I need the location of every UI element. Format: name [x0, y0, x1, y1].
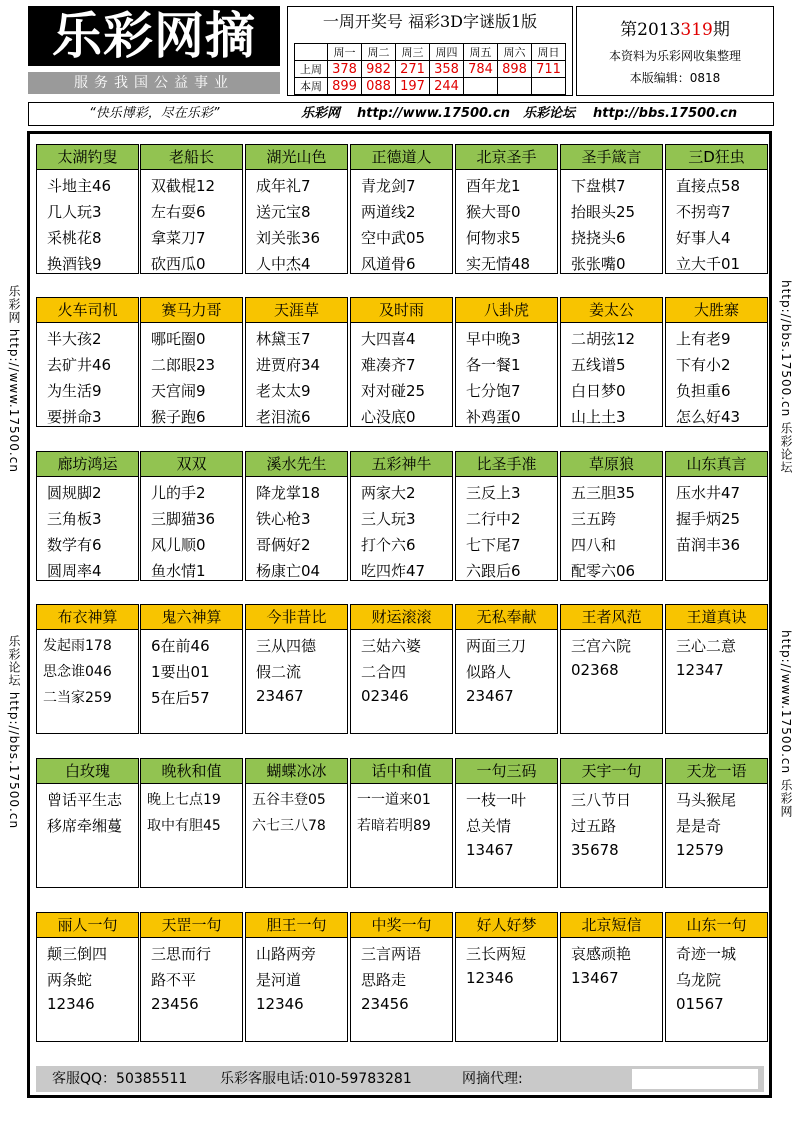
tip-line: 12346: [47, 995, 95, 1013]
tip-card-title: 布衣神算: [37, 605, 138, 630]
tip-card: [665, 758, 768, 888]
tip-line: 二郎眼23: [151, 356, 216, 374]
tip-line: 三姑六婆: [361, 637, 422, 655]
tip-card: [560, 758, 663, 888]
tip-card-title: 太湖钓叟: [37, 145, 138, 170]
tip-line: 数学有6: [47, 536, 102, 554]
draw-table: [294, 43, 566, 95]
issue-prefix: 第2013: [620, 20, 681, 40]
tip-card: [350, 758, 453, 888]
tip-line: 人中杰4: [256, 255, 311, 273]
tip-line: 晚上七点19: [147, 792, 221, 808]
tip-line: 山路两旁: [256, 945, 317, 963]
tip-line: 几人玩3: [47, 203, 102, 221]
tip-card-title: 及时雨: [351, 298, 452, 323]
tip-line: 三思而行: [151, 945, 212, 963]
tip-card: [245, 912, 348, 1042]
tip-line: 大四喜4: [361, 330, 416, 348]
tip-line: 乌龙院: [676, 971, 722, 989]
draw-number: 899: [328, 78, 362, 95]
tip-line: 七下尾7: [466, 536, 521, 554]
tip-line: 12346: [256, 995, 304, 1013]
tip-card: [350, 451, 453, 581]
tip-line: 四八和: [571, 536, 617, 554]
tip-line: 下有小2: [676, 356, 731, 374]
tip-card: [36, 297, 139, 427]
tip-card: [560, 297, 663, 427]
tip-line: 哪吒圈0: [151, 330, 206, 348]
tip-line: 苗润丰36: [676, 536, 741, 554]
tip-card-title: 比圣手准: [456, 452, 557, 477]
tip-line: 空中武05: [361, 229, 426, 247]
tip-line: 何物求5: [466, 229, 521, 247]
tip-line: 进贾府34: [256, 356, 321, 374]
tip-line: 三反上3: [466, 484, 521, 502]
issue-number: [577, 15, 773, 40]
tip-line: 12347: [676, 661, 724, 679]
tip-line: 握手炳25: [676, 510, 741, 528]
tip-line: 山上土3: [571, 408, 626, 426]
tip-card-title: 胆王一句: [246, 913, 347, 938]
tip-line: 颠三倒四: [47, 945, 108, 963]
side-right-top: http://bbs.17500.cn 乐彩论坛: [779, 280, 793, 475]
tip-card-title: 三D狂虫: [666, 145, 767, 170]
tip-card-title: 天涯草: [246, 298, 347, 323]
tip-line: 五三胆35: [571, 484, 636, 502]
issue-no: 319: [680, 20, 713, 40]
tip-card-title: 白玫瑰: [37, 759, 138, 784]
tip-line: 曾话平生志: [47, 791, 123, 809]
tip-card: [36, 604, 139, 734]
tip-card: [140, 144, 243, 274]
tip-line: 若暗若明89: [357, 818, 431, 834]
tip-line: 二行中2: [466, 510, 521, 528]
logo: 乐彩网摘: [28, 6, 280, 66]
tip-line: 13467: [571, 969, 619, 987]
tip-card: [665, 451, 768, 581]
tip-card: [36, 912, 139, 1042]
tip-card: [665, 912, 768, 1042]
tip-line: 去矿井46: [47, 356, 112, 374]
tip-line: 六跟后6: [466, 562, 521, 580]
draw-number: 898: [498, 61, 532, 78]
tip-line: 02368: [571, 661, 619, 679]
tip-card: [350, 912, 453, 1042]
tip-card-title: 今非昔比: [246, 605, 347, 630]
tip-card: [350, 604, 453, 734]
tip-line: 左右耍6: [151, 203, 206, 221]
tip-line: 天宫闹9: [151, 382, 206, 400]
draw-number: [464, 78, 498, 95]
tip-line: 挠挠头6: [571, 229, 626, 247]
tip-line: 是是奇: [676, 817, 722, 835]
tip-line: 老太太9: [256, 382, 311, 400]
tip-card: [455, 912, 558, 1042]
tip-line: 一枝一叶: [466, 791, 527, 809]
tip-card-title: 溪水先生: [246, 452, 347, 477]
slogan: 服务我国公益事业: [28, 72, 280, 94]
motto-quote: “快乐博彩，尽在乐彩”: [89, 106, 220, 121]
tip-card: [245, 144, 348, 274]
tip-card: [140, 451, 243, 581]
tip-line: 哥俩好2: [256, 536, 311, 554]
forum-label[interactable]: 乐彩论坛: [523, 106, 576, 121]
tip-line: 两道线2: [361, 203, 416, 221]
day-label: 周三: [396, 44, 430, 61]
day-label: 周日: [532, 44, 566, 61]
tip-line: 对对碰25: [361, 382, 426, 400]
tip-line: 降龙掌18: [256, 484, 321, 502]
tip-card: [665, 604, 768, 734]
footer-bar: [36, 1066, 764, 1092]
tip-card-title: 天宇一句: [561, 759, 662, 784]
tip-line: 送元宝8: [256, 203, 311, 221]
tip-card-title: 草原狼: [561, 452, 662, 477]
tip-card-title: 八卦虎: [456, 298, 557, 323]
draw-number: 244: [430, 78, 464, 95]
tip-card-title: 话中和值: [351, 759, 452, 784]
tip-card-title: 山东真言: [666, 452, 767, 477]
tip-card-title: 廊坊鸿运: [37, 452, 138, 477]
tip-card-title: 五彩神牛: [351, 452, 452, 477]
tip-line: 马头猴尾: [676, 791, 737, 809]
draw-number: [498, 78, 532, 95]
tip-card-title: 北京圣手: [456, 145, 557, 170]
tip-line: 三长两短: [466, 945, 527, 963]
tip-card-title: 好人好梦: [456, 913, 557, 938]
tip-card: [665, 297, 768, 427]
tip-card-title: 王道真诀: [666, 605, 767, 630]
tip-card-title: 北京短信: [561, 913, 662, 938]
draw-number: 197: [396, 78, 430, 95]
tip-line: 换酒钱9: [47, 255, 102, 273]
tip-line: 上有老9: [676, 330, 731, 348]
corner-cell: [295, 44, 328, 61]
side-left-bottom: 乐彩论坛 http://bbs.17500.cn: [7, 635, 21, 830]
tip-card-title: 姜太公: [561, 298, 662, 323]
tip-line: 各一餐1: [466, 356, 521, 374]
tip-line: 为生活9: [47, 382, 102, 400]
tip-card-title: 一句三码: [456, 759, 557, 784]
tip-line: 双截棍12: [151, 177, 216, 195]
tip-line: 心没底0: [361, 408, 416, 426]
tip-line: 23456: [361, 995, 409, 1013]
issue-editor: 本版编辑：0818: [629, 71, 721, 85]
tip-line: 两家大2: [361, 484, 416, 502]
tip-line: 风道骨6: [361, 255, 416, 273]
tip-line: 6在前46: [151, 637, 210, 655]
draw-number: 378: [328, 61, 362, 78]
tip-line: 实无情48: [466, 255, 531, 273]
tip-line: 五线谱5: [571, 356, 626, 374]
this-week-label: 本周: [295, 78, 328, 95]
tip-line: 补鸡蛋0: [466, 408, 521, 426]
forum-url-link[interactable]: http://bbs.17500.cn: [593, 106, 738, 121]
tip-card-title: 双双: [141, 452, 242, 477]
draw-number: [532, 78, 566, 95]
tip-card: [140, 912, 243, 1042]
day-label: 周一: [328, 44, 362, 61]
tip-line: 猴大哥0: [466, 203, 521, 221]
tip-card: [560, 451, 663, 581]
tip-line: 是河道: [256, 971, 302, 989]
tip-line: 23467: [256, 687, 304, 705]
tip-card: [140, 758, 243, 888]
tip-line: 思念谁046: [43, 664, 112, 680]
tip-line: 二当家259: [43, 690, 112, 706]
tip-line: 成年礼7: [256, 177, 311, 195]
this-week-row: [295, 78, 566, 95]
tip-card: [560, 912, 663, 1042]
draw-results-box: [287, 6, 573, 96]
tip-line: 三五跨: [571, 510, 617, 528]
tip-line: 林黛玉7: [256, 330, 311, 348]
tip-line: 哀感顽艳: [571, 945, 632, 963]
tip-line: 打个六6: [361, 536, 416, 554]
tip-card: [36, 758, 139, 888]
agent-field: [632, 1069, 758, 1089]
tip-line: 下盘棋7: [571, 177, 626, 195]
tip-line: 不拐弯7: [676, 203, 731, 221]
tip-line: 压水井47: [676, 484, 741, 502]
tip-line: 思路走: [361, 971, 407, 989]
tip-card-title: 大胜寨: [666, 298, 767, 323]
tip-card: [245, 758, 348, 888]
tip-card: [455, 451, 558, 581]
tip-line: 鱼水情1: [151, 562, 206, 580]
tip-line: 12579: [676, 841, 724, 859]
tip-line: 1要出01: [151, 663, 210, 681]
tip-card: [245, 451, 348, 581]
tip-card: [560, 144, 663, 274]
tip-line: 假二流: [256, 663, 302, 681]
service-qq: 客服QQ：50385511: [52, 1071, 188, 1087]
tip-card-title: 蝴蝶冰冰: [246, 759, 347, 784]
tip-card-title: 赛马力哥: [141, 298, 242, 323]
tip-line: 张张嘴0: [571, 255, 626, 273]
tip-line: 五谷丰登05: [252, 792, 326, 808]
tip-card: [455, 144, 558, 274]
tip-card: [140, 604, 243, 734]
side-right-bottom: http://www.17500.cn 乐彩网: [779, 630, 793, 818]
tip-line: 三八节日: [571, 791, 632, 809]
tip-line: 02346: [361, 687, 409, 705]
tip-line: 六七三八78: [252, 818, 326, 834]
tip-line: 好事人4: [676, 229, 731, 247]
tip-line: 猴子跑6: [151, 408, 206, 426]
draw-number: 088: [362, 78, 396, 95]
tip-line: 一一道来01: [357, 792, 431, 808]
tip-card: [560, 604, 663, 734]
tip-line: 三言两语: [361, 945, 422, 963]
tip-line: 取中有胆45: [147, 818, 221, 834]
tip-line: 青龙剑7: [361, 177, 416, 195]
tip-line: 发起雨178: [43, 638, 112, 654]
tip-line: 三角板3: [47, 510, 102, 528]
tip-card-title: 财运滚滚: [351, 605, 452, 630]
tip-line: 奇迹一城: [676, 945, 737, 963]
tip-line: 儿的手2: [151, 484, 206, 502]
draw-number: 271: [396, 61, 430, 78]
tip-card-title: 中奖一句: [351, 913, 452, 938]
tip-line: 23456: [151, 995, 199, 1013]
issue-suffix: 期: [712, 20, 730, 40]
tip-line: 刘关张36: [256, 229, 321, 247]
tip-card-title: 鬼六神算: [141, 605, 242, 630]
tip-line: 三脚猫36: [151, 510, 216, 528]
tip-line: 三宫六院: [571, 637, 632, 655]
agent-label: 网摘代理:: [462, 1071, 523, 1087]
service-phone: 乐彩客服电话:010-59783281: [220, 1071, 412, 1087]
tip-card-title: 老船长: [141, 145, 242, 170]
day-label: 周六: [498, 44, 532, 61]
tip-card-title: 圣手箴言: [561, 145, 662, 170]
tip-line: 二胡弦12: [571, 330, 636, 348]
tip-line: 采桃花8: [47, 229, 102, 247]
tip-line: 路不平: [151, 971, 197, 989]
tip-card-title: 天罡一句: [141, 913, 242, 938]
tip-line: 难凑齐7: [361, 356, 416, 374]
tip-line: 杨康亡04: [256, 562, 321, 580]
tip-line: 移席牵缃蔓: [47, 817, 123, 835]
tip-line: 老泪流6: [256, 408, 311, 426]
tip-line: 两面三刀: [466, 637, 527, 655]
tip-line: 直接点58: [676, 177, 741, 195]
site-url-link[interactable]: http://www.17500.cn: [357, 106, 510, 121]
tip-card: [455, 758, 558, 888]
tip-line: 白日梦0: [571, 382, 626, 400]
tip-line: 早中晚3: [466, 330, 521, 348]
tip-line: 二合四: [361, 663, 407, 681]
tip-line: 拿菜刀7: [151, 229, 206, 247]
tip-line: 斗地主46: [47, 177, 112, 195]
tip-line: 三心二意: [676, 637, 737, 655]
tip-card-title: 火车司机: [37, 298, 138, 323]
tip-line: 负担重6: [676, 382, 731, 400]
tip-line: 半大孩2: [47, 330, 102, 348]
tip-line: 配零六06: [571, 562, 636, 580]
tip-line: 圆周率4: [47, 562, 102, 580]
tip-card-title: 王者风范: [561, 605, 662, 630]
tip-line: 01567: [676, 995, 724, 1013]
draw-number: 982: [362, 61, 396, 78]
tip-line: 23467: [466, 687, 514, 705]
tip-line: 似路人: [466, 663, 512, 681]
day-label: 周二: [362, 44, 396, 61]
tip-line: 立大千01: [676, 255, 741, 273]
tip-card-title: 正德道人: [351, 145, 452, 170]
tip-card: [665, 144, 768, 274]
tip-line: 吃四炸47: [361, 562, 426, 580]
tip-card-title: 湖光山色: [246, 145, 347, 170]
draw-title: 一周开奖号 福彩3D字谜版1版: [322, 12, 538, 31]
last-week-row: [295, 61, 566, 78]
tip-card: [36, 451, 139, 581]
site-label[interactable]: 乐彩网: [301, 106, 341, 121]
tip-line: 怎么好43: [676, 408, 741, 426]
tip-line: 铁心枪3: [256, 510, 311, 528]
tip-line: 两条蛇: [47, 971, 93, 989]
tip-card: [350, 297, 453, 427]
draw-number: 784: [464, 61, 498, 78]
tip-card: [245, 297, 348, 427]
tip-line: 砍西瓜0: [151, 255, 206, 273]
tip-line: 圆规脚2: [47, 484, 102, 502]
issue-note: 本资料为乐彩网收集整理: [608, 49, 741, 63]
tip-line: 七分饱7: [466, 382, 521, 400]
tip-card-title: 晚秋和值: [141, 759, 242, 784]
draw-days-row: [295, 44, 566, 61]
motto-bar: [28, 102, 774, 126]
last-week-label: 上周: [295, 61, 328, 78]
tip-card-title: 丽人一句: [37, 913, 138, 938]
tip-line: 酉年龙1: [466, 177, 521, 195]
tip-card: [455, 297, 558, 427]
tip-card-title: 无私奉献: [456, 605, 557, 630]
tip-card: [455, 604, 558, 734]
tip-card-title: 山东一句: [666, 913, 767, 938]
tip-card: [350, 144, 453, 274]
tip-line: 风儿顺0: [151, 536, 206, 554]
draw-number: 711: [532, 61, 566, 78]
day-label: 周五: [464, 44, 498, 61]
day-label: 周四: [430, 44, 464, 61]
tip-line: 过五路: [571, 817, 617, 835]
tip-line: 12346: [466, 969, 514, 987]
tip-card: [140, 297, 243, 427]
tip-card: [36, 144, 139, 274]
tip-line: 抬眼头25: [571, 203, 636, 221]
side-left-top: 乐彩网 http://www.17500.cn: [7, 285, 21, 473]
tip-card: [245, 604, 348, 734]
issue-box: [576, 6, 774, 96]
draw-number: 358: [430, 61, 464, 78]
tip-card-title: 天龙一语: [666, 759, 767, 784]
tip-line: 5在后57: [151, 689, 210, 707]
tip-line: 三从四德: [256, 637, 317, 655]
tip-line: 总关情: [466, 817, 512, 835]
tip-line: 要拼命3: [47, 408, 102, 426]
tip-line: 三人玩3: [361, 510, 416, 528]
tip-line: 35678: [571, 841, 619, 859]
tip-line: 13467: [466, 841, 514, 859]
